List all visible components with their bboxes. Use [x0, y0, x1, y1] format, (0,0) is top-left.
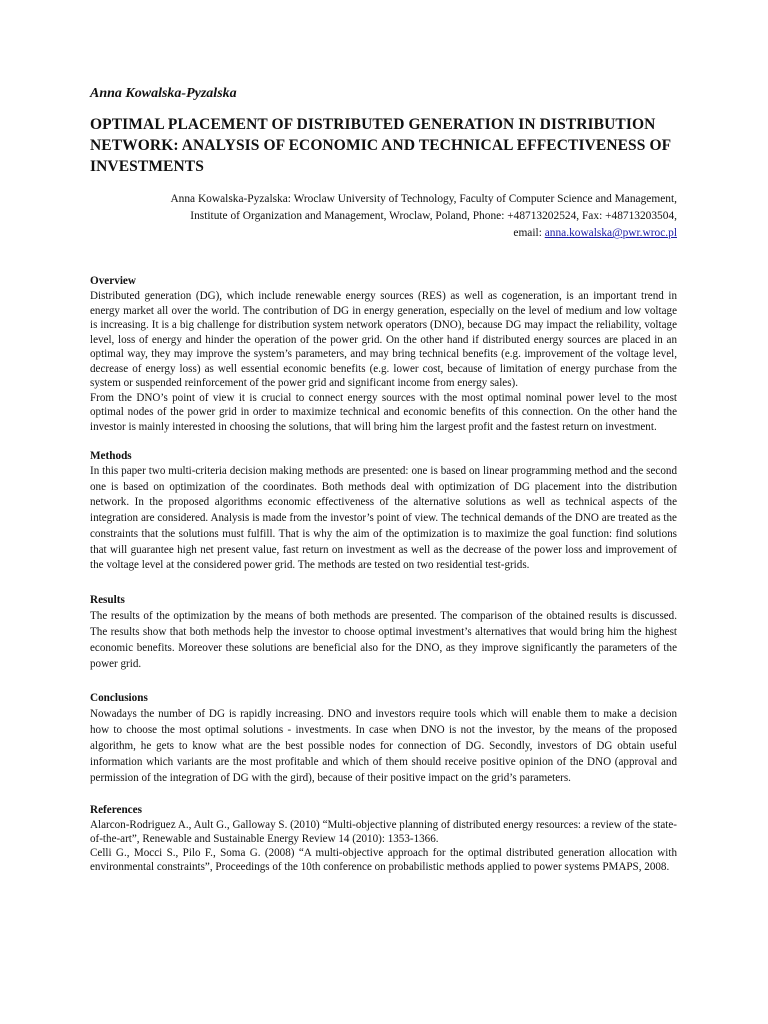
- section-methods: [90, 449, 677, 574]
- methods-paragraph: In this paper two multi-criteria decision making methods are presented: one is based on linear programming method and the second one is based on optimization of the coordinates. Both methods deal with optimization of DG placement into the distribution network. In the proposed algorithms economic effectiveness of the alternative solutions as well as technical aspects of the integration are considered. Analysis is made from the investor’s point of view. The technical demands of the DNO are treated as the constraints that the solutions must fulfill. That is why the aim of the optimization is to maximize the goal function: find solutions that will guarantee high net present value, fast return on investment as well as the decrease of the power loss and improvement of the voltage level at the considered power grid. The methods are tested on two residential test-grids.: [90, 465, 677, 572]
- section-results: [90, 593, 677, 672]
- affiliation-block: [90, 191, 677, 242]
- author-heading: Anna Kowalska-Pyzalska: [90, 86, 237, 101]
- affiliation-line-1: Anna Kowalska-Pyzalska: Wroclaw University of Technology, Faculty of Computer Science and Management,: [170, 193, 677, 205]
- section-heading-overview: Overview: [90, 275, 136, 287]
- email-link[interactable]: anna.kowalska@pwr.wroc.pl: [544, 227, 677, 239]
- affiliation-line-2: Institute of Organization and Management, Wroclaw, Poland, Phone: +48713202524, Fax: +48713203504,: [190, 210, 677, 222]
- affiliation-email-line: [90, 225, 677, 242]
- reference-item-1: Alarcon-Rodriguez A., Ault G., Galloway S. (2010) “Multi-objective planning of distributed energy resources: a review of the state-of-the-art”, Renewable and Sustainable Energy Review 14 (2010): 1353-1366.: [90, 818, 677, 845]
- reference-item-2: Celli G., Mocci S., Pilo F., Soma G. (2008) “A multi-objective approach for the optimal distributed generation allocation with environmental constraints”, Proceedings of the 10th conference on probabilistic methods applied to power systems PMAPS, 2008.: [90, 846, 677, 873]
- email-label: email:: [513, 227, 545, 239]
- overview-paragraph-2: From the DNO’s point of view it is crucial to connect energy sources with the most optimal nominal power level to the most optimal nodes of the power grid in order to maximize technical and economic benefits of this connection. On the other hand the investor is mainly interested in choosing the solutions, that will bring him the largest profit and the fastest return on investment.: [90, 391, 677, 433]
- section-conclusions: [90, 691, 677, 786]
- section-references: [90, 803, 677, 874]
- section-overview: [90, 274, 677, 434]
- section-heading-methods: Methods: [90, 450, 132, 462]
- conclusions-paragraph: Nowadays the number of DG is rapidly increasing. DNO and investors require tools which will enable them to make a decision how to choose the most optimal solutions - investments. In case when DNO is not the investor, by the means of the proposed algorithm, he gets to know what are the best possible nodes for connection of DG. Secondly, investors of DG obtain useful information which variants are the most profitable and which of them should receive positive opinion of the DNO (approval and permission of the integration of DG with the gird), because of their positive impact on the grid’s parameters.: [90, 707, 677, 784]
- section-heading-results: Results: [90, 593, 125, 606]
- overview-paragraph-1: Distributed generation (DG), which include renewable energy sources (RES) as well as cogeneration, is an important trend in energy market all over the world. The contribution of DG in energy generation, especially on the level of medium and low voltage is increasing. It is a big challenge for distribution system network operators (DNO), because DG may impact the reliability, voltage level, loss of energy and hinder the operation of the power grid. On the other hand if distributed energy sources are placed in an optimal way, they may improve the system’s parameters, and may bring technical benefits (e.g. improvement of the voltage level, decrease of energy loss) as well essential economic benefits (e.g. lower cost, because of limitation of energy purchase from the system or suspended reinforcement of the power grid and significant income from energy sales).: [90, 290, 677, 389]
- results-paragraph: The results of the optimization by the means of both methods are presented. The comparison of the obtained results is discussed. The results show that both methods help the investor to choose optimal investment’s alternatives that would bring him the highest economic benefits. Moreover these solutions are beneficial also for the DNO, as they improve significantly the parameters of the power grid.: [90, 609, 677, 670]
- section-heading-conclusions: Conclusions: [90, 691, 148, 704]
- abstract-page: [90, 86, 677, 874]
- paper-title: OPTIMAL PLACEMENT OF DISTRIBUTED GENERATION IN DISTRIBUTION NETWORK: ANALYSIS OF ECONOMIC AND TECHNICAL EFFECTIVENESS OF INVESTMENTS: [90, 116, 671, 175]
- section-heading-references: References: [90, 803, 142, 816]
